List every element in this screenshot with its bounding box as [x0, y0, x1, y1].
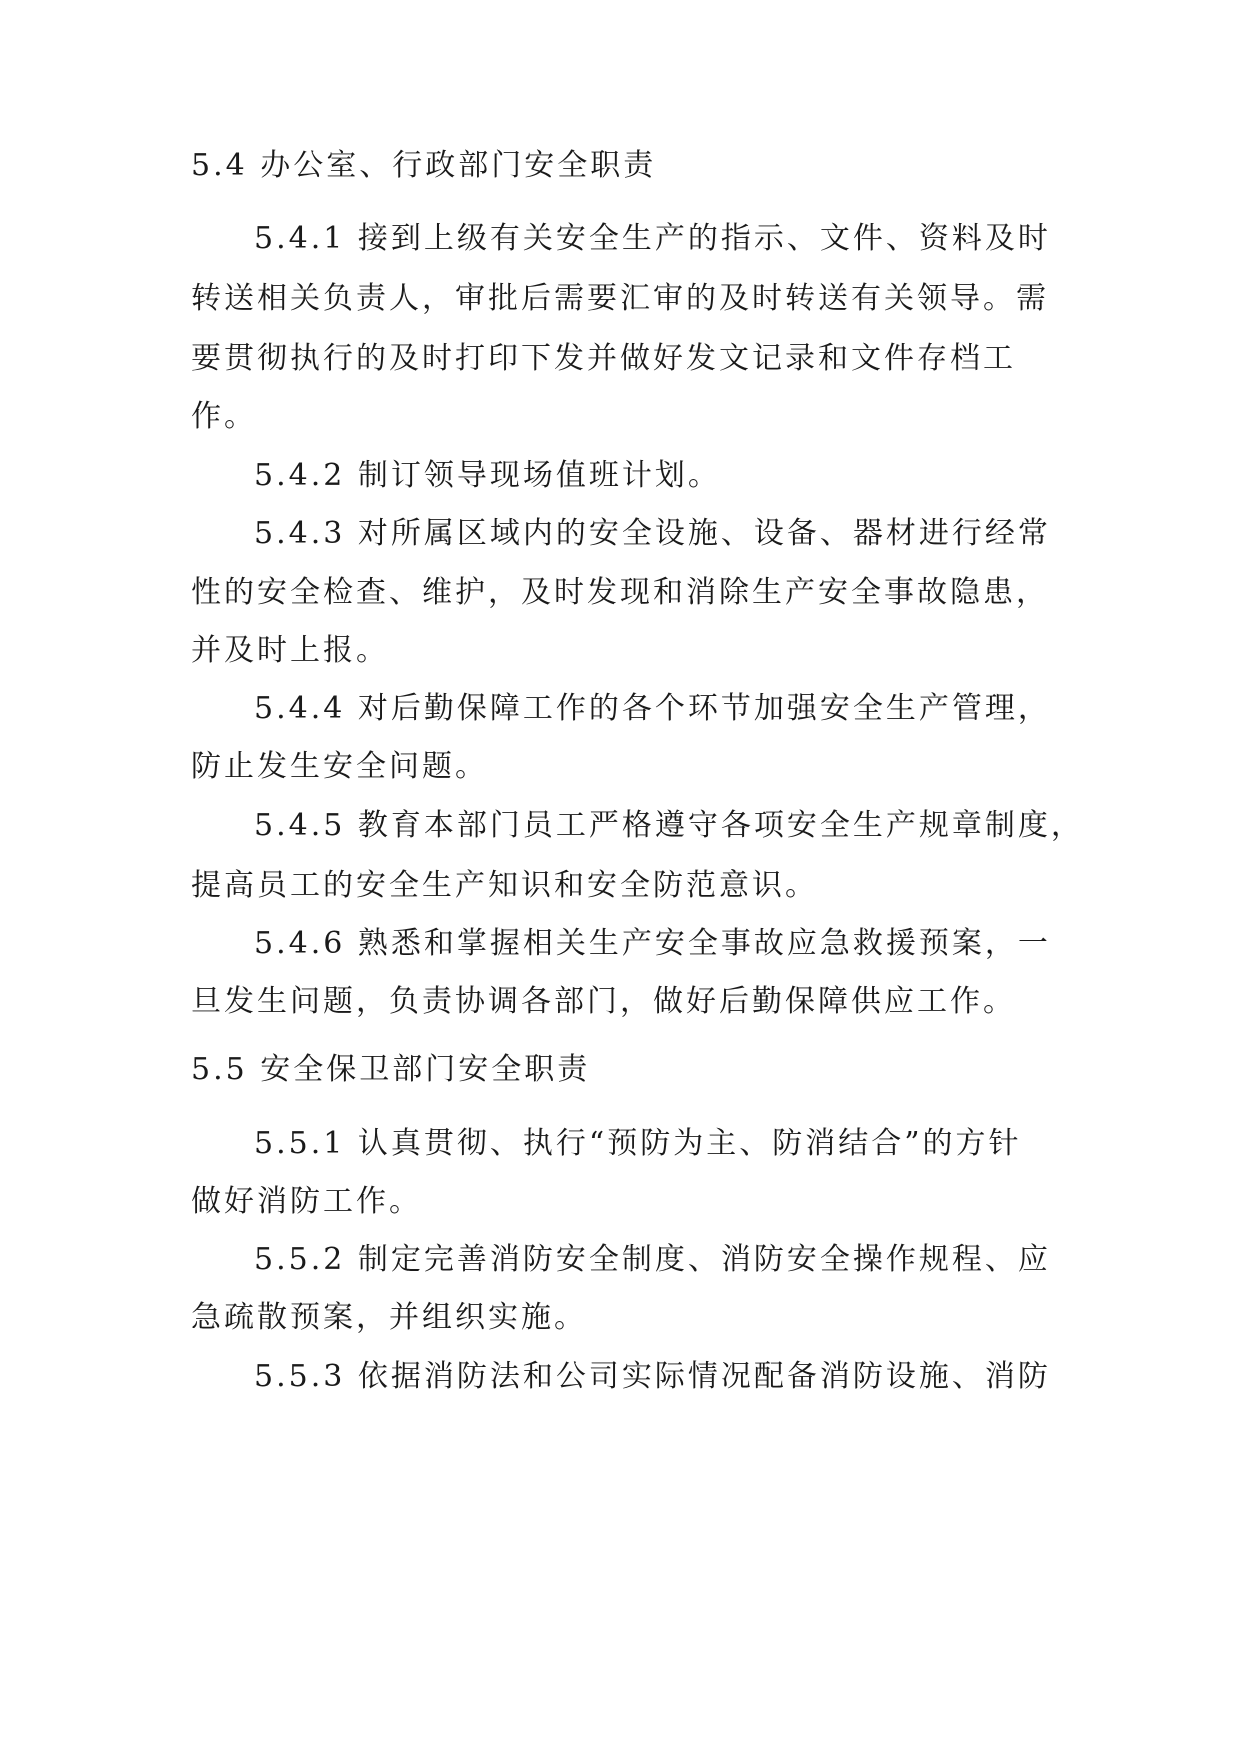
paragraph-5-5-1-line-2: 做好消防工作。	[191, 1184, 422, 1219]
section-heading-5-4: 5.4 办公室、行政部门安全职责	[191, 148, 657, 183]
paragraph-5-4-3-line-2: 性的安全检查、维护，及时发现和消除生产安全事故隐患，	[191, 575, 1049, 610]
paragraph-5-4-1-line-2: 转送相关负责人，审批后需要汇审的及时转送有关领导。需	[191, 281, 1049, 316]
paragraph-5-4-4-line-2: 防止发生安全问题。	[191, 749, 488, 784]
paragraph-5-5-2-line-2: 急疏散预案，并组织实施。	[191, 1300, 587, 1335]
paragraph-5-4-1-line-3: 要贯彻执行的及时打印下发并做好发文记录和文件存档工	[191, 341, 1016, 376]
paragraph-5-4-6-line-2: 旦发生问题，负责协调各部门，做好后勤保障供应工作。	[191, 984, 1016, 1019]
paragraph-5-5-1-line-1: 5.5.1 认真贯彻、执行“预防为主、防消结合”的方针	[254, 1126, 1022, 1161]
paragraph-5-5-3-line-1: 5.5.3 依据消防法和公司实际情况配备消防设施、消防	[254, 1359, 1051, 1394]
paragraph-5-4-1-line-4: 作。	[191, 399, 257, 434]
paragraph-5-4-1-line-1: 5.4.1 接到上级有关安全生产的指示、文件、资料及时	[254, 221, 1051, 256]
paragraph-5-4-3-line-1: 5.4.3 对所属区域内的安全设施、设备、器材进行经常	[254, 516, 1051, 551]
paragraph-5-4-5-line-2: 提高员工的安全生产知识和安全防范意识。	[191, 868, 818, 903]
paragraph-5-4-2: 5.4.2 制订领导现场值班计划。	[254, 458, 721, 493]
paragraph-5-4-4-line-1: 5.4.4 对后勤保障工作的各个环节加强安全生产管理，	[254, 691, 1051, 726]
paragraph-5-4-5-line-1: 5.4.5 教育本部门员工严格遵守各项安全生产规章制度，	[254, 808, 1084, 843]
paragraph-5-5-2-line-1: 5.5.2 制定完善消防安全制度、消防安全操作规程、应	[254, 1242, 1051, 1277]
section-heading-5-5: 5.5 安全保卫部门安全职责	[191, 1052, 591, 1087]
paragraph-5-4-3-line-3: 并及时上报。	[191, 633, 389, 668]
paragraph-5-4-6-line-1: 5.4.6 熟悉和掌握相关生产安全事故应急救援预案，一	[254, 926, 1051, 961]
